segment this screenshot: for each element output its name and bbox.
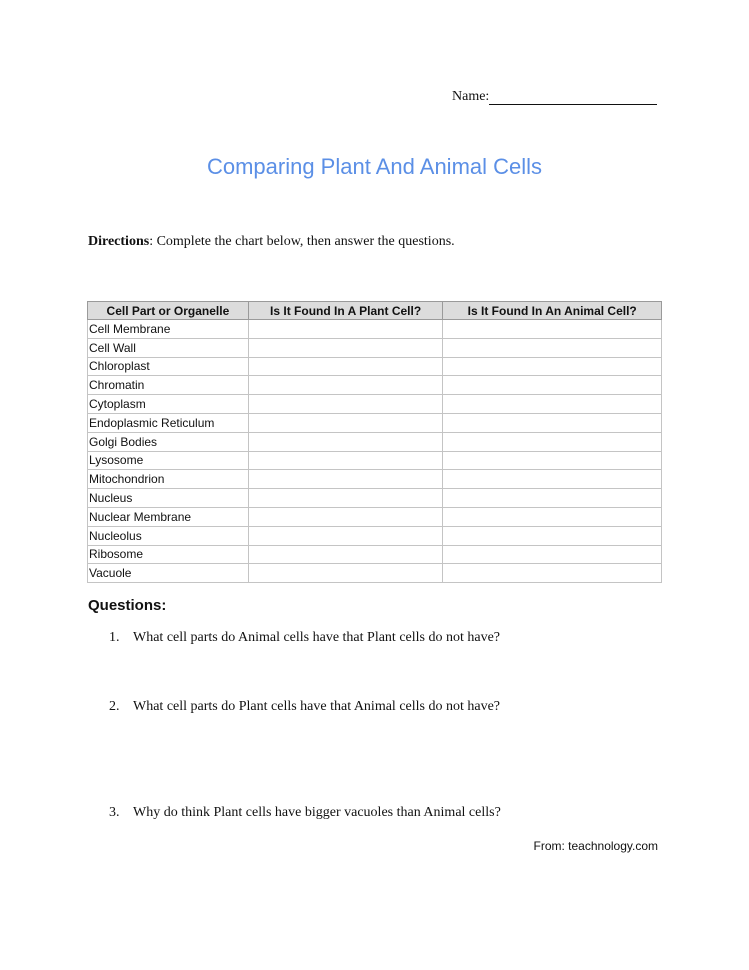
table-row (88, 507, 662, 526)
table-row (88, 489, 662, 508)
source-credit: From: teachnology.com (533, 839, 658, 853)
animal-cell-answer[interactable] (443, 413, 662, 432)
name-blank-line[interactable] (489, 90, 657, 105)
column-header: Cell Part or Organelle (88, 302, 249, 320)
question-number: 2. (109, 699, 120, 714)
table-row (88, 357, 662, 376)
animal-cell-answer[interactable] (443, 395, 662, 414)
table-row (88, 338, 662, 357)
plant-cell-answer[interactable] (248, 564, 443, 583)
plant-cell-answer[interactable] (248, 357, 443, 376)
plant-cell-answer[interactable] (248, 413, 443, 432)
organelle-name: Ribosome (88, 545, 249, 564)
plant-cell-answer[interactable] (248, 545, 443, 564)
animal-cell-answer[interactable] (443, 338, 662, 357)
animal-cell-answer[interactable] (443, 507, 662, 526)
question-number: 1. (109, 630, 120, 645)
question-text: Why do think Plant cells have bigger vacuoles than Animal cells? (133, 805, 501, 820)
organelle-name: Endoplasmic Reticulum (88, 413, 249, 432)
directions-label: Directions (88, 234, 150, 249)
plant-cell-answer[interactable] (248, 432, 443, 451)
plant-cell-answer[interactable] (248, 526, 443, 545)
organelle-name: Mitochondrion (88, 470, 249, 489)
plant-cell-answer[interactable] (248, 489, 443, 508)
organelle-name: Nucleolus (88, 526, 249, 545)
plant-cell-answer[interactable] (248, 395, 443, 414)
column-header: Is It Found In A Plant Cell? (248, 302, 443, 320)
animal-cell-answer[interactable] (443, 545, 662, 564)
question-text: What cell parts do Plant cells have that Animal cells do not have? (133, 699, 501, 714)
table-row (88, 451, 662, 470)
directions (88, 234, 455, 250)
table-row (88, 432, 662, 451)
organelle-name: Nuclear Membrane (88, 507, 249, 526)
animal-cell-answer[interactable] (443, 357, 662, 376)
organelle-name: Vacuole (88, 564, 249, 583)
table-row (88, 526, 662, 545)
question-2 (109, 699, 500, 715)
animal-cell-answer[interactable] (443, 564, 662, 583)
question-number: 3. (109, 805, 120, 820)
table-row (88, 395, 662, 414)
animal-cell-answer[interactable] (443, 489, 662, 508)
questions-heading: Questions: (88, 597, 167, 614)
table-header-row (88, 302, 662, 320)
question-3 (109, 805, 501, 821)
table-row (88, 320, 662, 339)
plant-cell-answer[interactable] (248, 376, 443, 395)
animal-cell-answer[interactable] (443, 320, 662, 339)
question-1 (109, 630, 500, 646)
plant-cell-answer[interactable] (248, 451, 443, 470)
organelle-name: Lysosome (88, 451, 249, 470)
plant-cell-answer[interactable] (248, 507, 443, 526)
page-title: Comparing Plant And Animal Cells (206, 154, 543, 179)
comparison-table (87, 301, 662, 583)
organelle-name: Cell Membrane (88, 320, 249, 339)
organelle-name: Cell Wall (88, 338, 249, 357)
animal-cell-answer[interactable] (443, 451, 662, 470)
table-row (88, 564, 662, 583)
animal-cell-answer[interactable] (443, 470, 662, 489)
organelle-name: Nucleus (88, 489, 249, 508)
table-row (88, 413, 662, 432)
plant-cell-answer[interactable] (248, 470, 443, 489)
question-text: What cell parts do Animal cells have that Plant cells do not have? (133, 630, 501, 645)
directions-text: : Complete the chart below, then answer the questions. (149, 234, 455, 249)
table-row (88, 470, 662, 489)
name-label: Name: (452, 89, 490, 104)
table-row (88, 545, 662, 564)
table-row (88, 376, 662, 395)
name-field (452, 89, 657, 105)
plant-cell-answer[interactable] (248, 338, 443, 357)
column-header: Is It Found In An Animal Cell? (443, 302, 662, 320)
organelle-name: Cytoplasm (88, 395, 249, 414)
organelle-name: Chloroplast (88, 357, 249, 376)
animal-cell-answer[interactable] (443, 526, 662, 545)
organelle-name: Chromatin (88, 376, 249, 395)
organelle-name: Golgi Bodies (88, 432, 249, 451)
plant-cell-answer[interactable] (248, 320, 443, 339)
animal-cell-answer[interactable] (443, 432, 662, 451)
animal-cell-answer[interactable] (443, 376, 662, 395)
